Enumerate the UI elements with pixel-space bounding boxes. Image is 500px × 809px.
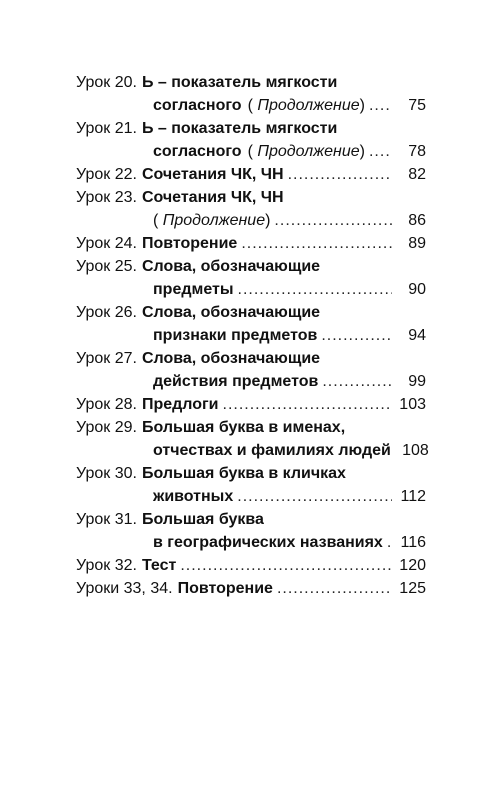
- lesson-title: Ь – показатель мягкости: [141, 74, 338, 91]
- lesson-number: Урок 29.: [76, 419, 137, 436]
- page-number: 78: [408, 143, 426, 160]
- lesson-title: Большая буква в именах,: [141, 419, 346, 436]
- page-number: 75: [408, 97, 426, 114]
- lesson-title-continued: действия предметов: [153, 373, 319, 390]
- lesson-title: Ь – показатель мягкости: [141, 120, 338, 137]
- toc-entry-lesson-30[interactable]: [76, 462, 426, 508]
- lesson-title-continued: в географических названиях: [153, 534, 383, 551]
- lesson-title-continued: предметы: [153, 281, 234, 298]
- lesson-title: Слова, обозначающие: [141, 304, 321, 321]
- toc-entry-lesson-21[interactable]: [76, 117, 426, 163]
- lesson-number: Уроки 33, 34.: [76, 580, 173, 597]
- toc-entry-lesson-20[interactable]: [76, 71, 426, 117]
- lesson-title: Слова, обозначающие: [141, 258, 321, 275]
- page-number: 82: [408, 166, 426, 183]
- lesson-title: Сочетания ЧК, ЧН: [141, 166, 284, 183]
- leader-dots: [369, 94, 392, 117]
- toc-entry-lesson-28[interactable]: [76, 393, 426, 416]
- leader-dots: [223, 393, 393, 416]
- lesson-title: Сочетания ЧК, ЧН: [141, 189, 284, 206]
- lesson-number: Урок 27.: [76, 350, 137, 367]
- leader-dots: [322, 370, 392, 393]
- page-number: 125: [399, 580, 426, 597]
- lesson-number: Урок 26.: [76, 304, 137, 321]
- page-number: 90: [408, 281, 426, 298]
- lesson-title-continued: согласного: [153, 143, 242, 160]
- toc-entry-lesson-32[interactable]: [76, 554, 426, 577]
- lesson-number: Урок 25.: [76, 258, 137, 275]
- lesson-number: Урок 20.: [76, 74, 137, 91]
- leader-dots: [241, 232, 392, 255]
- page-number: 86: [408, 212, 426, 229]
- leader-dots: [321, 324, 392, 347]
- lesson-number: Урок 22.: [76, 166, 137, 183]
- lesson-number: Урок 32.: [76, 557, 137, 574]
- leader-dots: [387, 531, 392, 554]
- lesson-title: Большая буква в кличках: [141, 465, 346, 482]
- leader-dots: [288, 163, 392, 186]
- toc-entry-lesson-25[interactable]: [76, 255, 426, 301]
- lesson-title-continued: животных: [153, 488, 234, 505]
- lesson-number: Урок 28.: [76, 396, 137, 413]
- leader-dots: [237, 485, 392, 508]
- lesson-title-continued: признаки предметов: [153, 327, 318, 344]
- lesson-title: Повторение: [141, 235, 238, 252]
- leader-dots: [369, 140, 392, 163]
- leader-dots: [274, 209, 392, 232]
- leader-dots: [238, 278, 392, 301]
- lesson-note: ( Продолжение): [247, 143, 365, 160]
- page-number: 103: [399, 396, 426, 413]
- toc-entry-lesson-27[interactable]: [76, 347, 426, 393]
- lesson-number: Урок 23.: [76, 189, 137, 206]
- lesson-number: Урок 24.: [76, 235, 137, 252]
- table-of-contents: [76, 71, 429, 600]
- lesson-title: Слова, обозначающие: [141, 350, 321, 367]
- lesson-title: Предлоги: [141, 396, 219, 413]
- lesson-title-continued: согласного: [153, 97, 242, 114]
- page-number: 116: [400, 534, 426, 551]
- toc-entry-lesson-22[interactable]: [76, 163, 426, 186]
- lesson-number: Урок 31.: [76, 511, 137, 528]
- lesson-number: Урок 30.: [76, 465, 137, 482]
- lesson-title: Большая буква: [141, 511, 264, 528]
- toc-entry-lesson-29[interactable]: [76, 416, 429, 462]
- lesson-note: ( Продолжение): [247, 97, 365, 114]
- lesson-note: ( Продолжение): [153, 212, 271, 229]
- toc-entry-lesson-26[interactable]: [76, 301, 426, 347]
- page-number: 120: [399, 557, 426, 574]
- leader-dots: [180, 554, 392, 577]
- page-number: 99: [408, 373, 426, 390]
- lesson-title: Повторение: [177, 580, 273, 597]
- page-number: 94: [408, 327, 426, 344]
- lesson-title: Тест: [141, 557, 177, 574]
- page-number: 108: [402, 442, 429, 459]
- page-number: 89: [408, 235, 426, 252]
- leader-dots: [277, 577, 392, 600]
- page-number: 112: [400, 488, 426, 505]
- toc-entry-lesson-23[interactable]: [76, 186, 426, 232]
- toc-entry-lessons-33-34[interactable]: [76, 577, 426, 600]
- lesson-title-continued: отчествах и фамилиях людей: [153, 442, 391, 459]
- toc-entry-lesson-24[interactable]: [76, 232, 426, 255]
- lesson-number: Урок 21.: [76, 120, 137, 137]
- toc-entry-lesson-31[interactable]: [76, 508, 426, 554]
